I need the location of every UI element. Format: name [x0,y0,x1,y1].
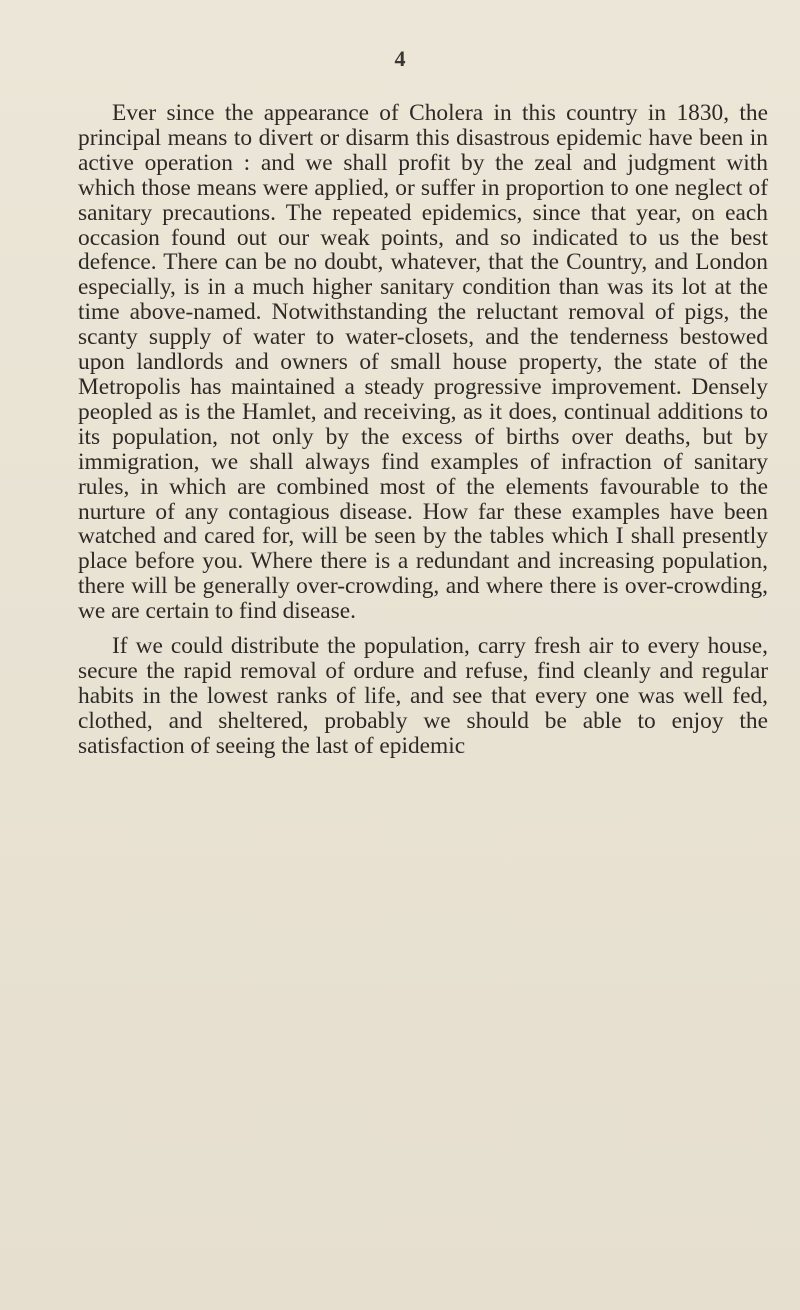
paragraph-distribute-population: If we could distribute the population, carry fresh air to every house, secure the rapid removal of ordure and refuse, find cleanly and regular habits in the lowest ranks of life, and see that every one was well fed, clothed, and sheltered, probably we should be able to enjoy the satisfaction of seeing the last of epidemic [78,633,768,759]
page-number: 4 [394,46,406,71]
body-text [78,101,768,759]
paragraph-cholera-history: Ever since the appearance of Cholera in this country in 1830, the principal means to divert or disarm this disastrous epidemic have been in active operation : and we shall profit by the zeal and judgment with which those means were applied, or suffer in proportion to one neglect of sanitary precautions. The repeated epidemics, since that year, on each occasion found out our weak points, and so indicated to us the best defence. There can be no doubt, whatever, that the Country, and London especially, is in a much higher sanitary condition than was its lot at the time above-named. Notwithstanding the reluctant removal of pigs, the scanty supply of water to water-closets, and the tenderness bestowed upon landlords and owners of small house property, the state of the Metropolis has maintained a steady progressive improvement. Densely peopled as is the Hamlet, and receiving, as it does, continual additions to its population, not only by the excess of births over deaths, but by immigration, we shall always find examples of infraction of sanitary rules, in which are combined most of the elements favourable to the nurture of any contagious disease. How far these examples have been watched and cared for, will be seen by the tables which I shall presently place before you. Where there is a redundant and increasing population, there will be generally over-crowding, and where there is over-crowding, we are certain to find disease. [78,100,768,625]
